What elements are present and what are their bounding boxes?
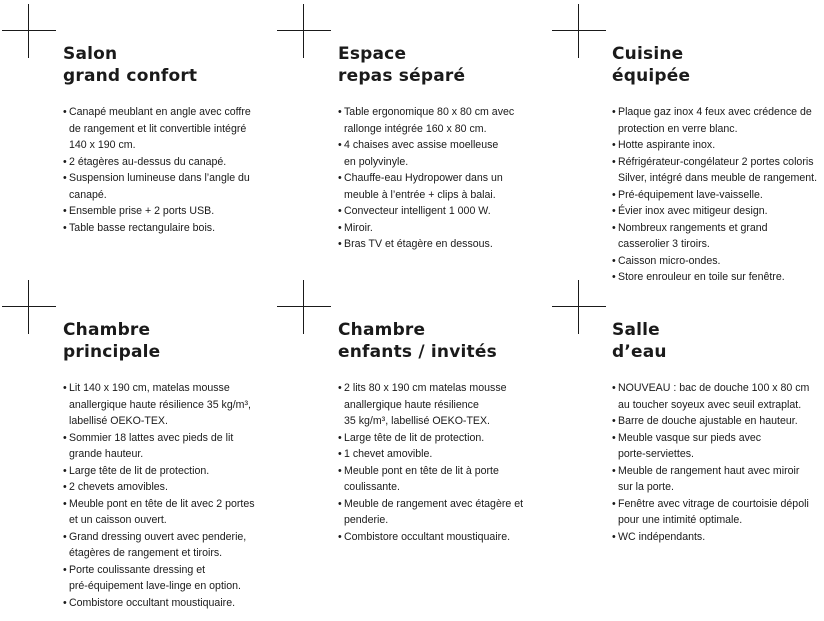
list-item: • Convecteur intelligent 1 000 W. <box>338 203 514 220</box>
list-item: • Meuble de rangement haut avec miroir sur la porte. <box>612 463 809 496</box>
section-title: Chambre principale <box>63 320 161 362</box>
feature-list <box>612 380 809 545</box>
section-title: Espace repas séparé <box>338 44 466 86</box>
list-item: • 4 chaises avec assise moelleuse en polyvinyle. <box>338 137 514 170</box>
crosshair-mark <box>277 280 331 334</box>
crosshair-mark <box>2 4 56 58</box>
list-item: • Barre de douche ajustable en hauteur. <box>612 413 809 430</box>
list-item: • 2 lits 80 x 190 cm matelas mousse anallergique haute résilience 35 kg/m³, labellisé OEKO-TEX. <box>338 380 523 430</box>
feature-list <box>338 380 523 545</box>
list-item: • Chauffe-eau Hydropower dans un meuble à l’entrée + clips à balai. <box>338 170 514 203</box>
list-item: • Nombreux rangements et grand casserolier 3 tiroirs. <box>612 220 817 253</box>
list-item: • Grand dressing ouvert avec penderie, étagères de rangement et tiroirs. <box>63 529 255 562</box>
list-item: • Meuble de rangement avec étagère et penderie. <box>338 496 523 529</box>
list-item: • Ensemble prise + 2 ports USB. <box>63 203 251 220</box>
list-item: • Caisson micro-ondes. <box>612 253 817 270</box>
list-item: • Meuble pont en tête de lit à porte coulissante. <box>338 463 523 496</box>
list-item: • Suspension lumineuse dans l’angle du canapé. <box>63 170 251 203</box>
section-title: Salon grand confort <box>63 44 198 86</box>
feature-list <box>338 104 514 253</box>
list-item: • Canapé meublant en angle avec coffre de rangement et lit convertible intégré 140 x 190 cm. <box>63 104 251 154</box>
list-item: • Bras TV et étagère en dessous. <box>338 236 514 253</box>
list-item: • Porte coulissante dressing et pré-équipement lave-linge en option. <box>63 562 255 595</box>
list-item: • Hotte aspirante inox. <box>612 137 817 154</box>
list-item: • Plaque gaz inox 4 feux avec crédence de protection en verre blanc. <box>612 104 817 137</box>
list-item: • Pré-équipement lave-vaisselle. <box>612 187 817 204</box>
list-item: • Large tête de lit de protection. <box>338 430 523 447</box>
crosshair-mark <box>552 4 606 58</box>
list-item: • WC indépendants. <box>612 529 809 546</box>
list-item: • Sommier 18 lattes avec pieds de lit grande hauteur. <box>63 430 255 463</box>
crosshair-mark <box>277 4 331 58</box>
list-item: • Large tête de lit de protection. <box>63 463 255 480</box>
list-item: • Table basse rectangulaire bois. <box>63 220 251 237</box>
crosshair-mark <box>552 280 606 334</box>
list-item: • NOUVEAU : bac de douche 100 x 80 cm au toucher soyeux avec seuil extraplat. <box>612 380 809 413</box>
list-item: • Meuble pont en tête de lit avec 2 portes et un caisson ouvert. <box>63 496 255 529</box>
list-item: • Store enrouleur en toile sur fenêtre. <box>612 269 817 286</box>
list-item: • Meuble vasque sur pieds avec porte-serviettes. <box>612 430 809 463</box>
list-item: • Fenêtre avec vitrage de courtoisie dépoli pour une intimité optimale. <box>612 496 809 529</box>
feature-list <box>63 380 255 611</box>
list-item: • Évier inox avec mitigeur design. <box>612 203 817 220</box>
list-item: • Miroir. <box>338 220 514 237</box>
feature-list <box>63 104 251 236</box>
list-item: • Table ergonomique 80 x 80 cm avec rallonge intégrée 160 x 80 cm. <box>338 104 514 137</box>
list-item: • Réfrigérateur-congélateur 2 portes coloris Silver, intégré dans meuble de rangement. <box>612 154 817 187</box>
section-title: Cuisine équipée <box>612 44 691 86</box>
list-item: • 1 chevet amovible. <box>338 446 523 463</box>
list-item: • Combistore occultant moustiquaire. <box>63 595 255 612</box>
list-item: • 2 chevets amovibles. <box>63 479 255 496</box>
list-item: • Lit 140 x 190 cm, matelas mousse anallergique haute résilience 35 kg/m³, labellisé OEKO-TEX. <box>63 380 255 430</box>
list-item: • 2 étagères au-dessus du canapé. <box>63 154 251 171</box>
list-item: • Combistore occultant moustiquaire. <box>338 529 523 546</box>
section-title: Salle d’eau <box>612 320 667 362</box>
feature-list <box>612 104 817 286</box>
section-title: Chambre enfants / invités <box>338 320 497 362</box>
crosshair-mark <box>2 280 56 334</box>
